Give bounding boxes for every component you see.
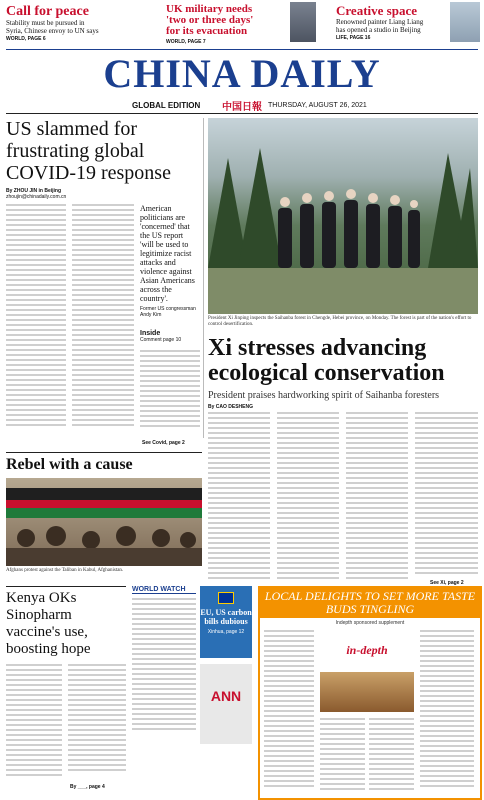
covid-body-col3 — [140, 350, 200, 430]
food-logo — [320, 630, 414, 670]
covid-byline-name: By ZHOU JIN in Beijing — [6, 188, 62, 194]
world-watch-ad[interactable] — [200, 586, 252, 658]
teaser-creative-sub2: has opened a studio in Beijing — [336, 26, 421, 34]
xi-body-col2 — [277, 412, 339, 582]
teaser-thumb-uk — [290, 2, 316, 42]
food-subhead: Indepth sponsored supplement — [335, 620, 405, 626]
teaser-uk-page: WORLD, PAGE 7 — [166, 39, 206, 45]
teaser-uk-headline3: for its evacuation — [166, 25, 248, 37]
covid-pullquote — [140, 204, 198, 318]
afghan-headline[interactable]: Rebel with a cause — [6, 456, 133, 473]
xi-jump[interactable]: See Xi, page 2 — [430, 580, 464, 586]
teaser-bar — [0, 0, 484, 48]
teaser-peace-page: WORLD, PAGE 6 — [6, 36, 46, 42]
teaser-uk-headline: UK military needs — [166, 3, 253, 15]
covid-byline-email: zhoujin@chinadaily.com.cn — [6, 194, 67, 200]
food-box[interactable] — [258, 586, 482, 800]
world-watch-body — [132, 598, 196, 730]
food-headline[interactable]: LOCAL DELIGHTS TO SET MORE TASTE BUDS TINGLING — [264, 589, 476, 616]
edition-label: GLOBAL EDITION — [132, 101, 201, 110]
teaser-peace-sub2: Syria, Chinese envoy to UN says — [6, 27, 99, 35]
kenya-body — [6, 664, 62, 779]
covid-body-col1 — [6, 204, 66, 429]
covid-story[interactable] — [6, 118, 196, 184]
food-body-col2 — [320, 718, 365, 793]
ad-eu-flag-icon — [218, 592, 234, 604]
teaser-creative-page: LIFE, PAGE 16 — [336, 35, 371, 41]
food-body-col1 — [264, 630, 314, 790]
ad-title: EU, US carbon bills dubious — [200, 608, 252, 626]
covid-headline[interactable]: US slammed for frustrating global COVID-19 response — [6, 118, 171, 184]
protest-illustration — [6, 478, 202, 566]
dateline: THURSDAY, AUGUST 26, 2021 — [268, 102, 367, 109]
xi-body-col4 — [415, 412, 478, 577]
afghan-caption: Afghans protest against the Taliban in Kabul, Afghanistan. — [6, 568, 124, 573]
xi-photo-caption: President Xi Jinping inspects the Saihanba forest in Chengde, Hebei province, on Monday. The forest is part of the nation's effort to control desertification. — [208, 316, 472, 327]
afghan-rule — [6, 452, 202, 453]
masthead-title: CHINA DAILY — [103, 51, 381, 96]
afghan-photo — [6, 478, 202, 566]
teaser-creative-headline: Creative space — [336, 3, 417, 18]
inside-ref[interactable]: Comment page 10 — [140, 337, 182, 343]
kenya-body-2 — [68, 664, 126, 774]
food-logo-mark: in-depth — [346, 643, 388, 657]
covid-byline — [6, 188, 66, 200]
teaser-peace-headline: Call for peace — [6, 4, 89, 19]
world-watch[interactable] — [132, 586, 196, 746]
xi-body-col1 — [208, 412, 270, 582]
food-header — [260, 588, 480, 618]
inside-label: Inside — [140, 330, 161, 337]
world-watch-title: WORLD WATCH — [132, 586, 196, 594]
food-body-col3 — [369, 718, 414, 793]
kenya-jump[interactable]: By ___, page 4 — [70, 784, 105, 790]
covid-jump[interactable]: See Covid, page 2 — [142, 440, 185, 446]
xi-photo — [208, 118, 478, 314]
masthead-rule-top — [6, 49, 478, 50]
pullquote-text: American politicians are 'concerned' that the US report 'will be used to legitimize racist attacks and violence against Asian Americans across the country'. — [140, 204, 195, 303]
inside-box[interactable] — [140, 330, 198, 343]
xi-byline: By CAO DESHENG — [208, 404, 254, 410]
kenya-rule — [6, 586, 126, 587]
forest-illustration — [208, 118, 478, 314]
xi-headline[interactable]: Xi stresses advancing ecological conservation — [208, 335, 445, 386]
ann-logo: ANN — [210, 688, 242, 704]
teaser-thumb-creative — [450, 2, 480, 42]
column-divider — [203, 118, 204, 438]
xi-body-col3 — [346, 412, 408, 582]
food-photo — [320, 672, 414, 712]
ad-kicker: Xinhua, page 12 — [207, 629, 245, 635]
kenya-headline[interactable]: Kenya OKs Sinopharm vaccine's use, boosting hope — [6, 590, 91, 657]
xi-subhead: President praises hardworking spirit of Saihanba foresters — [208, 390, 440, 401]
ann-ad[interactable] — [200, 664, 252, 744]
teaser-uk-headline2: 'two or three days' — [166, 14, 254, 26]
teaser-peace[interactable] — [6, 4, 154, 42]
chinese-logo: 中国日報 — [222, 102, 262, 113]
pullquote-attribution: Former US congressman Andy Kim — [140, 306, 196, 318]
covid-body-col2 — [72, 204, 134, 429]
teaser-peace-sub: Stability must be pursued in — [6, 19, 85, 27]
food-body-col4 — [420, 630, 474, 790]
teaser-creative-sub: Renowned painter Liang Liang — [336, 18, 424, 26]
masthead-rule-bottom — [6, 113, 478, 114]
